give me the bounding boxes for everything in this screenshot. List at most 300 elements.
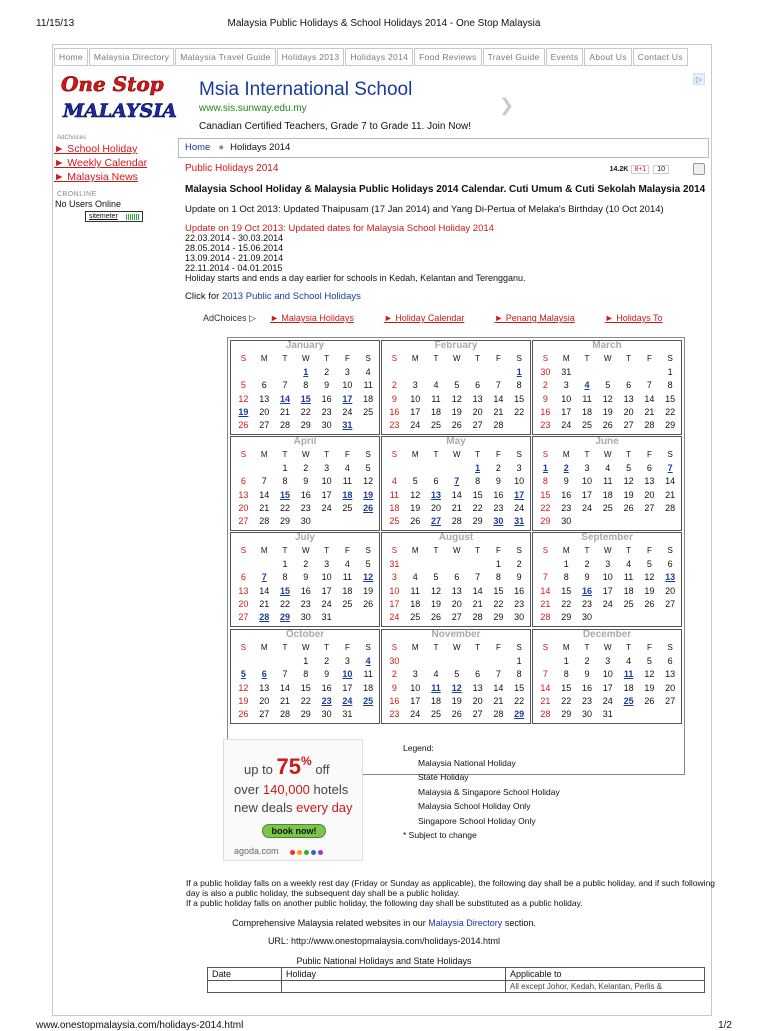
date-range: 28.05.2014 - 15.06.2014: [185, 243, 284, 253]
day-cell: 30: [561, 516, 572, 527]
week-row: [233, 462, 379, 474]
week-row: [535, 515, 681, 527]
weekday-label: T: [433, 643, 439, 652]
day-cell[interactable]: 30: [493, 516, 504, 527]
day-cell: [467, 655, 488, 667]
table-title: Public National Holidays and State Holidays: [296, 956, 472, 966]
day-cell: 22: [300, 406, 311, 417]
day-cell[interactable]: 25: [623, 695, 634, 706]
day-cell: 2: [391, 380, 397, 391]
day-cell[interactable]: 1: [516, 367, 522, 377]
weekday-label: T: [324, 450, 330, 459]
rule-paragraph: If a public holiday falls on a weekly rest day (Friday or Sunday as applicable), the following day shall be a public holiday, and if such following day is also a public holiday, the subsequent day shall be a public holiday.: [186, 878, 716, 898]
day-cell: 27: [472, 420, 483, 431]
weekday-label: T: [324, 643, 330, 652]
day-cell: 28: [540, 612, 551, 623]
day-cell: 19: [238, 695, 249, 706]
day-cell: 20: [451, 598, 462, 609]
adchoices-label[interactable]: AdChoices ▷: [203, 313, 256, 323]
day-cell[interactable]: 26: [363, 502, 374, 513]
day-cell[interactable]: 2: [563, 463, 569, 473]
week-row: [233, 695, 379, 707]
agoda-line3: new deals every day: [234, 800, 353, 815]
day-cell: 28: [279, 709, 290, 720]
day-cell: 17: [602, 682, 613, 693]
day-cell: 5: [240, 380, 246, 391]
day-cell[interactable]: 31: [514, 516, 525, 527]
nav-item[interactable]: Holidays 2013: [277, 48, 345, 66]
week-row: [233, 379, 379, 391]
weekday-label: T: [475, 546, 481, 555]
week-row: [384, 502, 530, 514]
day-cell: 22: [300, 695, 311, 706]
ad-info-icon[interactable]: ▷: [693, 73, 705, 85]
day-cell[interactable]: 10: [342, 669, 353, 680]
weekday-label: S: [667, 546, 673, 555]
print-date: 11/15/13: [36, 18, 75, 29]
day-cell: 3: [391, 572, 397, 583]
day-cell: [233, 462, 254, 474]
week-row: [535, 502, 681, 514]
day-cell[interactable]: 19: [363, 489, 374, 500]
day-cell[interactable]: 4: [365, 656, 371, 666]
day-cell[interactable]: 4: [584, 380, 590, 391]
day-cell: 8: [282, 572, 288, 583]
print-icon[interactable]: [693, 163, 705, 175]
week-row: [535, 379, 681, 391]
weekday-label: S: [516, 450, 522, 459]
weekday-label: T: [475, 354, 481, 363]
day-cell: 9: [563, 476, 569, 487]
date-range: 22.03.2014 - 30.03.2014: [185, 233, 284, 243]
table-header: Date: [208, 968, 282, 981]
day-cell[interactable]: 17: [342, 393, 353, 404]
weekday-label: M: [411, 354, 419, 363]
sidebar-adchoices[interactable]: AdChoices: [57, 135, 87, 141]
day-cell: 19: [410, 502, 421, 513]
weekday-label: W: [453, 450, 461, 459]
page-title: Public Holidays 2014: [185, 163, 279, 174]
weekday-label: T: [324, 354, 330, 363]
month-october: [230, 629, 380, 724]
day-cell[interactable]: 12: [451, 682, 462, 693]
day-cell: 24: [321, 502, 332, 513]
day-cell: 8: [542, 476, 548, 487]
day-cell: 25: [363, 406, 374, 417]
week-row: [384, 406, 530, 418]
day-cell[interactable]: 11: [623, 669, 634, 680]
day-cell: 12: [602, 393, 613, 404]
day-cell: 12: [644, 572, 655, 583]
weekday-label: F: [646, 546, 652, 555]
day-cell: [426, 558, 447, 570]
weekday-label: T: [584, 546, 590, 555]
day-cell: 16: [321, 393, 332, 404]
day-cell: 27: [665, 695, 676, 706]
week-row: [233, 668, 379, 680]
day-cell: [405, 462, 426, 474]
weekday-row: [233, 545, 379, 557]
day-cell: [337, 611, 358, 623]
day-cell: 10: [581, 476, 592, 487]
weekday-label: M: [260, 354, 268, 363]
agoda-line2: over 140,000 hotels: [234, 782, 349, 797]
day-cell: 21: [451, 502, 462, 513]
day-cell: [254, 558, 275, 570]
day-cell: 27: [451, 612, 462, 623]
day-cell: [426, 655, 447, 667]
holiday-note: Holiday starts and ends a day earlier for schools in Kedah, Kelantan and Terengganu.: [185, 273, 526, 283]
weekday-row: [535, 545, 681, 557]
day-cell: 8: [303, 380, 309, 391]
top-nav: [54, 48, 689, 66]
day-cell[interactable]: 13: [430, 489, 441, 500]
day-cell: 2: [324, 367, 330, 377]
ad-url[interactable]: www.sis.sunway.edu.my: [199, 103, 307, 114]
nav-item[interactable]: Holidays 2014: [345, 48, 413, 66]
weekday-label: S: [391, 546, 398, 555]
day-cell: 5: [365, 559, 371, 569]
day-cell: 14: [259, 489, 270, 500]
ad-links-bar: [203, 313, 703, 324]
day-cell: 9: [584, 572, 590, 583]
day-cell[interactable]: 18: [342, 489, 353, 500]
sitemeter-badge[interactable]: [85, 211, 143, 222]
day-cell: 28: [493, 420, 504, 431]
day-cell[interactable]: 29: [514, 709, 525, 720]
day-cell: 7: [475, 572, 481, 583]
day-cell[interactable]: 13: [665, 572, 676, 583]
table-cell: All except Johor, Kedah, Kelantan, Perlis &: [506, 981, 705, 993]
legend: [403, 741, 560, 843]
weekday-label: S: [667, 354, 673, 363]
day-cell: 20: [259, 406, 270, 417]
day-cell: 21: [665, 489, 676, 500]
month-name: July: [294, 532, 315, 543]
day-cell[interactable]: 12: [363, 572, 374, 583]
week-row: [384, 598, 530, 610]
day-cell: 4: [433, 669, 439, 680]
month-name: February: [434, 340, 478, 351]
day-cell: 16: [561, 489, 572, 500]
day-cell: 16: [389, 695, 400, 706]
day-cell: 24: [581, 502, 592, 513]
day-cell: 26: [430, 612, 441, 623]
ad-link-malaysia-holidays[interactable]: ► Malaysia Holidays: [269, 313, 354, 323]
day-cell: 7: [542, 572, 548, 583]
book-now-button[interactable]: book now!: [262, 824, 326, 838]
day-cell[interactable]: 29: [279, 612, 290, 623]
week-row: [233, 475, 379, 487]
day-cell: 17: [389, 598, 400, 609]
weekday-label: T: [584, 450, 590, 459]
day-cell: 23: [389, 709, 400, 720]
day-cell: 12: [623, 476, 634, 487]
day-cell: 14: [644, 393, 655, 404]
day-cell: 28: [472, 612, 483, 623]
like-count-button[interactable]: 10: [653, 165, 669, 174]
day-cell: 23: [300, 502, 311, 513]
day-cell: 5: [454, 669, 460, 680]
day-cell[interactable]: 11: [431, 682, 441, 693]
weekday-label: W: [302, 450, 310, 459]
day-cell: 22: [472, 502, 483, 513]
legend-item: State Holiday: [418, 772, 469, 782]
week-row: [233, 682, 379, 694]
day-cell: 1: [563, 559, 569, 569]
day-cell: 6: [667, 559, 673, 569]
month-june: [532, 436, 682, 531]
day-cell: 25: [342, 502, 353, 513]
breadcrumb-home[interactable]: Home: [185, 142, 211, 153]
day-cell: [639, 611, 660, 623]
holidays-2013-link[interactable]: 2013 Public and School Holidays: [221, 291, 361, 302]
day-cell: 13: [238, 489, 249, 500]
day-cell: 9: [324, 380, 330, 391]
month-december: [532, 629, 682, 724]
day-cell: 13: [259, 393, 270, 404]
weekday-label: T: [626, 354, 632, 363]
day-cell: [426, 366, 447, 378]
day-cell[interactable]: 24: [342, 695, 353, 706]
day-cell: [618, 366, 639, 378]
day-cell: 31: [602, 709, 613, 720]
day-cell[interactable]: 14: [279, 393, 290, 404]
nav-item[interactable]: About Us: [584, 48, 631, 66]
day-cell[interactable]: 28: [259, 612, 270, 623]
sidebar-links: [53, 143, 175, 183]
day-cell: [639, 366, 660, 378]
day-cell: 14: [259, 585, 270, 596]
weekday-label: M: [562, 546, 570, 555]
day-cell: [405, 366, 426, 378]
weekday-label: S: [365, 354, 371, 363]
day-cell[interactable]: 27: [430, 516, 441, 527]
day-cell[interactable]: 1: [303, 367, 309, 377]
day-cell[interactable]: 1: [542, 463, 548, 473]
update-note-2: Update on 19 Oct 2013: Updated dates for Malaysia School Holiday 2014: [185, 223, 494, 234]
day-cell: 22: [493, 598, 504, 609]
day-cell: 31: [321, 612, 332, 623]
week-row: [535, 558, 681, 570]
day-cell: 2: [303, 463, 309, 473]
ad-link-penang-malaysia[interactable]: ► Penang Malaysia: [494, 313, 575, 323]
day-cell: [358, 708, 379, 720]
top-ad[interactable]: [199, 75, 709, 137]
day-cell: 19: [451, 695, 462, 706]
day-cell: 24: [561, 420, 572, 431]
weekday-label: S: [516, 546, 522, 555]
weekday-label: M: [260, 450, 268, 459]
week-row: [233, 419, 379, 431]
day-cell: [254, 655, 275, 667]
print-page: 1/2: [718, 1020, 732, 1031]
school-holiday-dates: [185, 233, 283, 273]
day-cell: 29: [300, 709, 311, 720]
day-cell[interactable]: 1: [475, 463, 481, 473]
day-cell: 26: [238, 709, 249, 720]
day-cell: 11: [410, 585, 420, 596]
day-cell[interactable]: 15: [279, 585, 290, 596]
day-cell[interactable]: 7: [667, 463, 673, 473]
day-cell[interactable]: 7: [454, 476, 460, 487]
day-cell[interactable]: 5: [240, 669, 246, 680]
day-cell[interactable]: 23: [321, 695, 332, 706]
day-cell: 18: [363, 393, 374, 404]
day-cell: 19: [644, 585, 655, 596]
week-row: [535, 695, 681, 707]
sidebar-link[interactable]: ► School Holiday: [54, 143, 138, 155]
day-cell: 27: [644, 502, 655, 513]
day-cell: 24: [410, 709, 421, 720]
day-cell: [577, 515, 598, 527]
ad-link-holidays-to[interactable]: ► Holidays To: [604, 313, 663, 323]
day-cell: 3: [412, 380, 418, 391]
day-cell[interactable]: 15: [300, 393, 311, 404]
day-cell: 10: [602, 572, 613, 583]
ad-arrow-icon[interactable]: ❯: [499, 95, 515, 115]
day-cell: 22: [540, 502, 551, 513]
day-cell: 17: [581, 489, 592, 500]
day-cell: 1: [282, 463, 288, 473]
day-cell: 21: [472, 598, 483, 609]
day-cell: 8: [282, 476, 288, 487]
nav-item[interactable]: Events: [546, 48, 584, 66]
day-cell: 18: [602, 489, 613, 500]
day-cell: 22: [665, 406, 676, 417]
legend-item: Malaysia & Singapore School Holiday: [418, 786, 560, 797]
day-cell: 18: [623, 585, 634, 596]
weekday-label: S: [365, 643, 371, 652]
sidebar-link[interactable]: ► Weekly Calendar: [54, 157, 148, 169]
day-cell: 11: [582, 393, 592, 404]
print-url: www.onestopmalaysia.com/holidays-2014.html: [36, 1020, 244, 1031]
day-cell: 20: [430, 502, 441, 513]
day-cell: [639, 515, 660, 527]
day-cell: 23: [493, 502, 504, 513]
day-cell: 1: [495, 559, 501, 569]
nav-item[interactable]: Contact Us: [633, 48, 688, 66]
day-cell: 6: [626, 380, 632, 391]
sidebar-link[interactable]: ► Malaysia News: [54, 171, 138, 183]
day-cell: 13: [472, 682, 483, 693]
day-cell: [618, 708, 639, 720]
weekday-label: S: [391, 450, 398, 459]
day-cell: 15: [665, 393, 676, 404]
nav-item[interactable]: Malaysia Travel Guide: [175, 48, 275, 66]
day-cell: 12: [238, 393, 249, 404]
day-cell: 2: [584, 559, 590, 569]
nav-item[interactable]: Home: [54, 48, 88, 66]
week-row: [384, 366, 530, 378]
weekday-label: M: [562, 354, 570, 363]
day-cell: 14: [540, 682, 551, 693]
day-cell: 12: [451, 393, 462, 404]
page-frame: [52, 44, 712, 1016]
day-cell: [446, 462, 467, 474]
day-cell: 11: [342, 572, 353, 583]
day-cell: 18: [342, 585, 353, 596]
day-cell: 26: [644, 695, 655, 706]
day-cell: 16: [300, 489, 311, 500]
weekday-label: M: [562, 643, 570, 652]
day-cell: [467, 366, 488, 378]
week-row: [384, 379, 530, 391]
weekday-label: M: [411, 546, 419, 555]
day-cell: [254, 462, 275, 474]
weekday-label: W: [453, 546, 461, 555]
day-cell[interactable]: 19: [238, 406, 249, 417]
gplus-button[interactable]: 8+1: [631, 165, 649, 174]
day-cell[interactable]: 25: [363, 695, 374, 706]
day-cell[interactable]: 16: [581, 585, 592, 596]
day-cell: 1: [303, 656, 309, 666]
nav-item[interactable]: Malaysia Directory: [89, 48, 174, 66]
week-row: [233, 598, 379, 610]
day-cell[interactable]: 31: [342, 420, 353, 431]
ad-title[interactable]: Msia International School: [199, 79, 413, 100]
day-cell: 9: [391, 393, 397, 404]
week-row: [384, 682, 530, 694]
weekday-row: [233, 642, 379, 654]
day-cell: [384, 366, 405, 378]
nav-item[interactable]: Food Reviews: [414, 48, 481, 66]
weekday-label: S: [516, 354, 522, 363]
malaysia-directory-link[interactable]: Malaysia Directory: [428, 918, 503, 928]
month-name: August: [438, 532, 474, 543]
weekday-label: W: [302, 354, 310, 363]
day-cell[interactable]: 7: [261, 572, 267, 583]
week-row: [535, 708, 681, 720]
month-january: [230, 340, 380, 435]
day-cell: 16: [581, 682, 592, 693]
day-cell[interactable]: 17: [514, 489, 525, 500]
day-cell: 25: [410, 612, 421, 623]
weekday-label: S: [542, 546, 549, 555]
day-cell[interactable]: 15: [279, 489, 290, 500]
day-cell: 17: [321, 489, 332, 500]
day-cell: 8: [516, 380, 522, 391]
month-april: [230, 436, 380, 531]
weekday-label: T: [475, 643, 481, 652]
day-cell: 26: [451, 420, 462, 431]
ad-link-holiday-calendar[interactable]: ► Holiday Calendar: [383, 313, 465, 323]
day-cell: 20: [665, 585, 676, 596]
table-row: [208, 981, 705, 993]
day-cell[interactable]: 6: [261, 669, 267, 680]
legend-item: Malaysia School Holiday Only: [418, 801, 531, 811]
nav-item[interactable]: Travel Guide: [483, 48, 545, 66]
day-cell: [660, 515, 681, 527]
day-cell: 15: [540, 489, 551, 500]
weekday-label: F: [495, 643, 501, 652]
month-name: October: [285, 629, 325, 640]
weekday-label: T: [282, 450, 288, 459]
date-range: 22.11.2014 - 04.01.2015: [185, 263, 283, 273]
weekday-label: S: [542, 643, 549, 652]
weekday-label: F: [646, 643, 652, 652]
day-cell: 23: [581, 598, 592, 609]
share-bar: [610, 163, 705, 175]
day-cell: 21: [493, 695, 504, 706]
day-cell: 19: [451, 406, 462, 417]
one-stop-malaysia-logo[interactable]: [57, 69, 177, 125]
day-cell: 21: [279, 695, 290, 706]
agoda-line1: up to 75% off: [244, 754, 330, 779]
day-cell: 3: [344, 367, 350, 377]
agoda-ad[interactable]: [223, 739, 363, 861]
day-cell: 23: [321, 406, 332, 417]
